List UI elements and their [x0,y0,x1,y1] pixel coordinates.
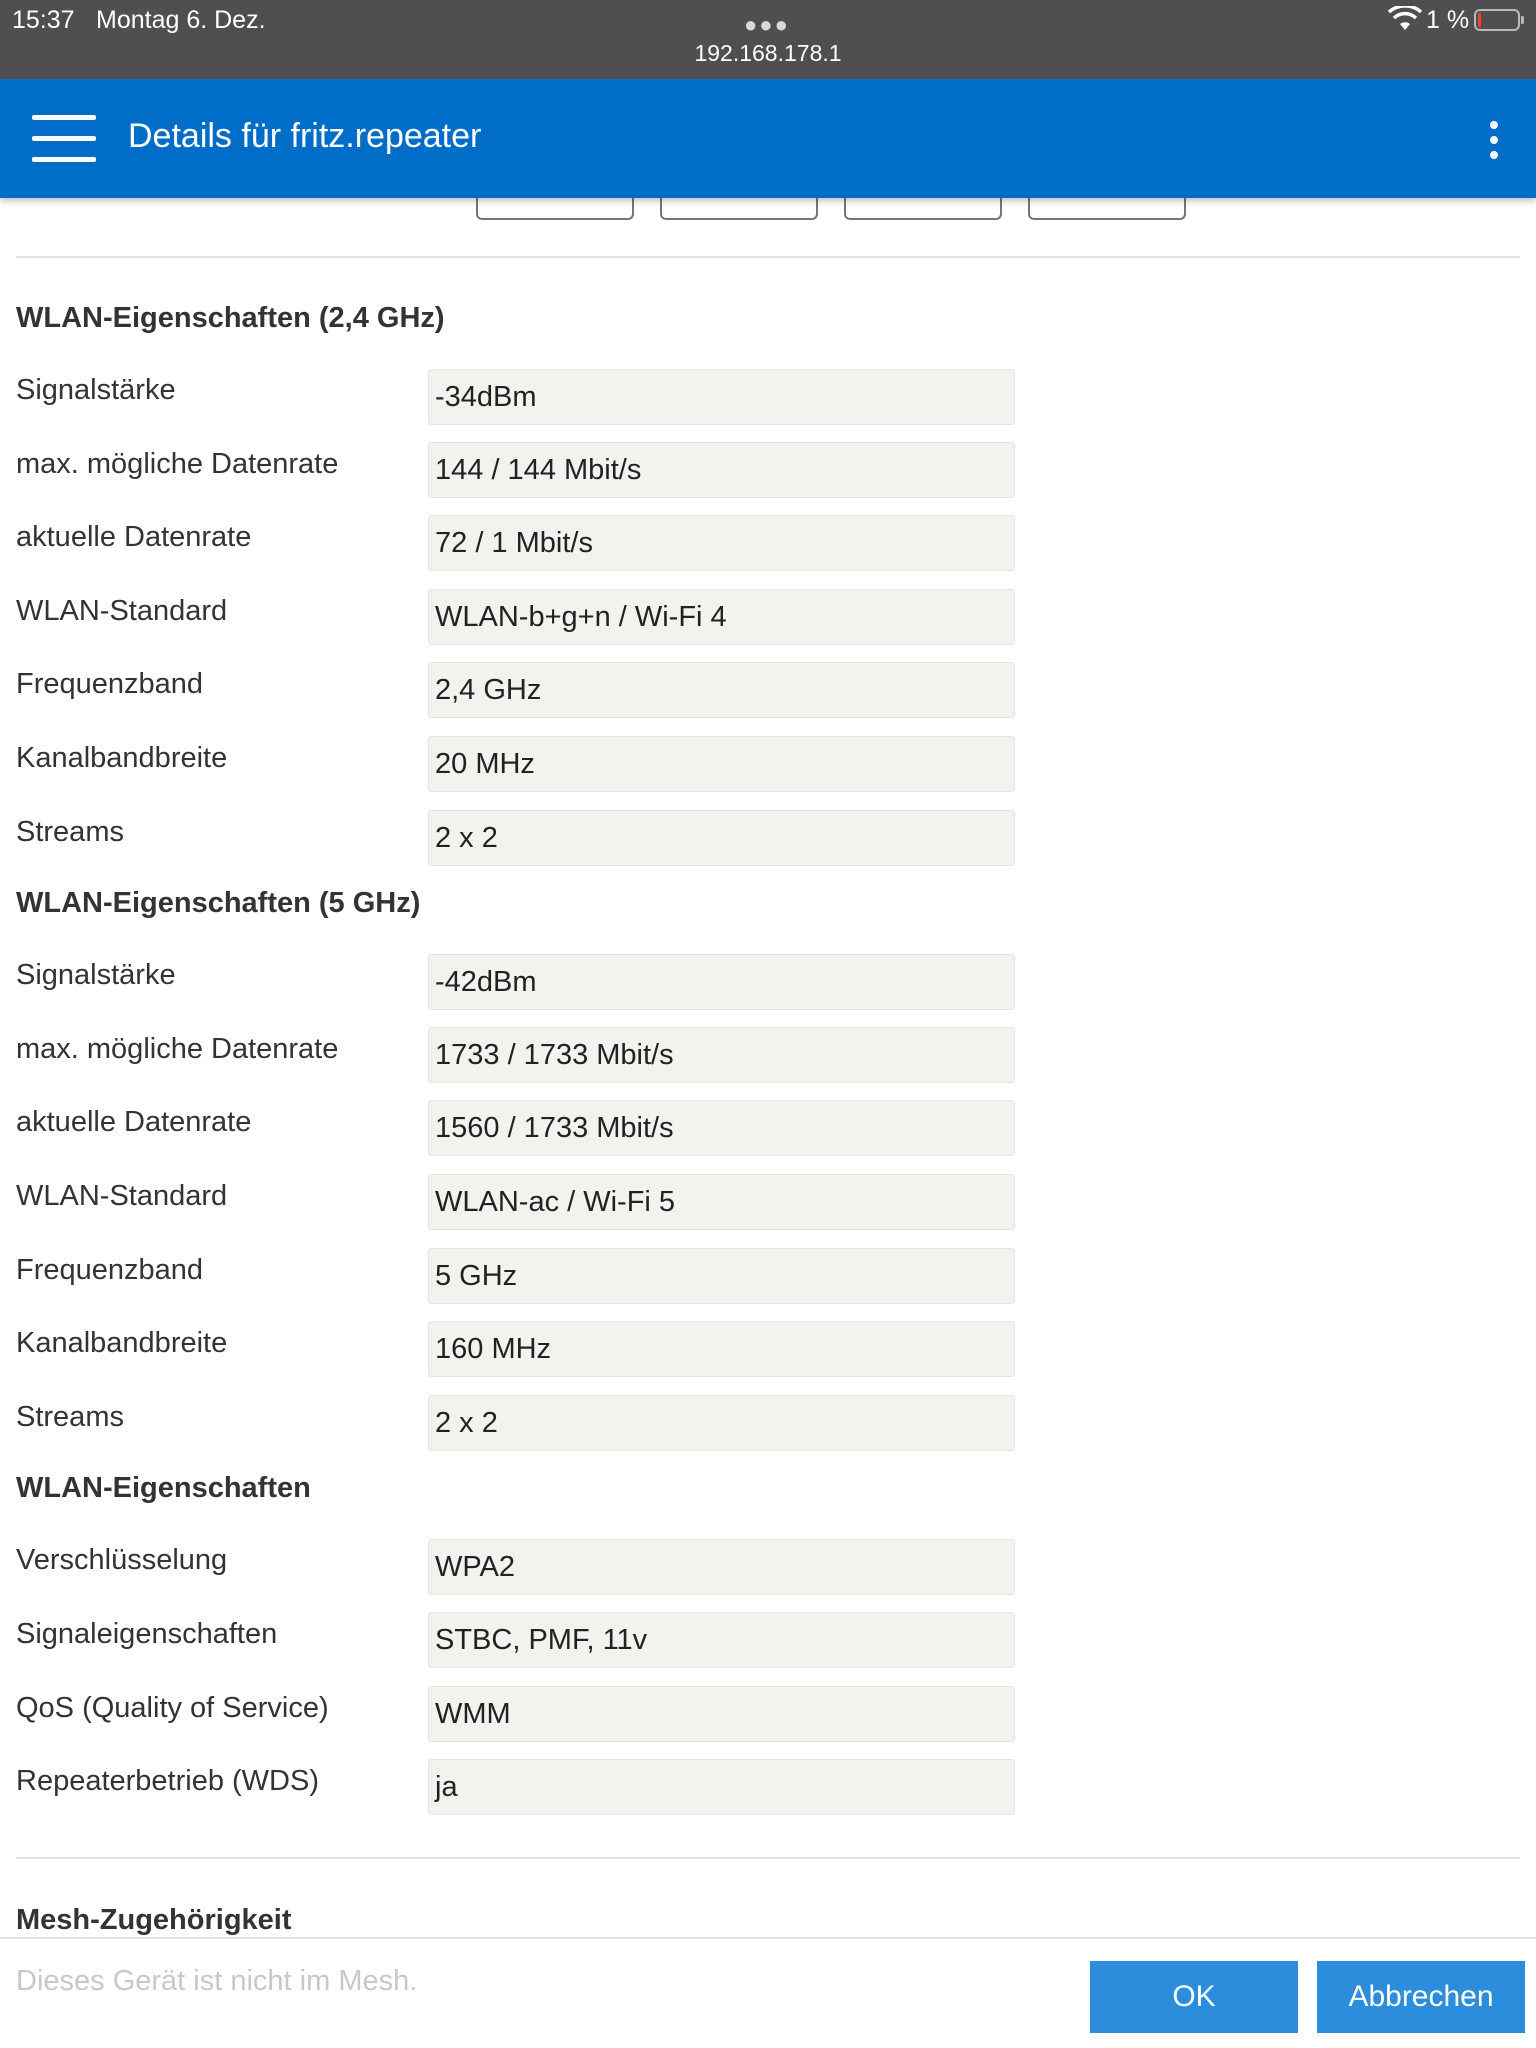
value-wlan-standard-24: WLAN-b+g+n / Wi-Fi 4 [428,589,1015,645]
value-frequenzband-24: 2,4 GHz [428,662,1015,718]
section-title-wlan: WLAN-Eigenschaften [16,1472,311,1504]
label-wlan-standard-24: WLAN-Standard [16,595,228,627]
more-options-icon[interactable] [1486,121,1502,161]
value-kanalbandbreite-24: 20 MHz [428,736,1015,792]
tab-buttons [0,198,1536,224]
value-wlan-standard-5: WLAN-ac / Wi-Fi 5 [428,1174,1015,1230]
value-max-datenrate-24: 144 / 144 Mbit/s [428,442,1015,498]
address-url[interactable]: 192.168.178.1 [694,40,842,66]
more-dots-icon[interactable]: ●●● [744,12,790,37]
label-streams-5: Streams [16,1401,124,1433]
value-max-datenrate-5: 1733 / 1733 Mbit/s [428,1027,1015,1083]
value-frequenzband-5: 5 GHz [428,1248,1015,1304]
label-qos: QoS (Quality of Service) [16,1692,329,1724]
label-signalstaerke-24: Signalstärke [16,374,176,406]
cancel-button[interactable]: Abbrechen [1317,1961,1525,2033]
label-signalstaerke-5: Signalstärke [16,959,176,991]
value-streams-24: 2 x 2 [428,810,1015,866]
status-bar [0,0,1536,79]
label-streams-24: Streams [16,816,124,848]
value-qos: WMM [428,1686,1015,1742]
value-aktuelle-datenrate-24: 72 / 1 Mbit/s [428,515,1015,571]
value-signalstaerke-24: -34dBm [428,369,1015,425]
battery-percentage: 1 % [1426,6,1470,34]
label-wlan-standard-5: WLAN-Standard [16,1180,228,1212]
menu-icon[interactable] [32,115,96,163]
label-max-datenrate-24: max. mögliche Datenrate [16,448,339,480]
bottom-action-bar [0,1937,1536,2048]
value-repeaterbetrieb: ja [428,1759,1015,1815]
status-time: 15:37 [12,6,75,34]
value-signalstaerke-5: -42dBm [428,954,1015,1010]
label-frequenzband-24: Frequenzband [16,668,204,700]
status-date: Montag 6. Dez. [96,6,266,34]
label-signaleigenschaften: Signaleigenschaften [16,1618,278,1650]
label-aktuelle-datenrate-24: aktuelle Datenrate [16,521,252,553]
value-verschluesselung: WPA2 [428,1539,1015,1595]
section-title-mesh: Mesh-Zugehörigkeit [16,1904,292,1936]
value-aktuelle-datenrate-5: 1560 / 1733 Mbit/s [428,1100,1015,1156]
wifi-icon [1388,6,1422,32]
label-kanalbandbreite-24: Kanalbandbreite [16,742,228,774]
label-verschluesselung: Verschlüsselung [16,1544,228,1576]
ok-button[interactable]: OK [1090,1961,1298,2033]
value-streams-5: 2 x 2 [428,1395,1015,1451]
section-title-wlan-24: WLAN-Eigenschaften (2,4 GHz) [16,302,445,334]
value-signaleigenschaften: STBC, PMF, 11v [428,1612,1015,1668]
value-kanalbandbreite-5: 160 MHz [428,1321,1015,1377]
app-header [0,79,1536,198]
divider [16,256,1520,258]
battery-icon [1474,9,1520,31]
label-frequenzband-5: Frequenzband [16,1254,204,1286]
divider [16,1857,1520,1859]
label-aktuelle-datenrate-5: aktuelle Datenrate [16,1106,252,1138]
label-max-datenrate-5: max. mögliche Datenrate [16,1033,339,1065]
mesh-status-note: Dieses Gerät ist nicht im Mesh. [16,1965,418,1997]
label-repeaterbetrieb: Repeaterbetrieb (WDS) [16,1765,319,1797]
page-title: Details für fritz.repeater [128,117,482,155]
section-title-wlan-5: WLAN-Eigenschaften (5 GHz) [16,887,421,919]
label-kanalbandbreite-5: Kanalbandbreite [16,1327,228,1359]
